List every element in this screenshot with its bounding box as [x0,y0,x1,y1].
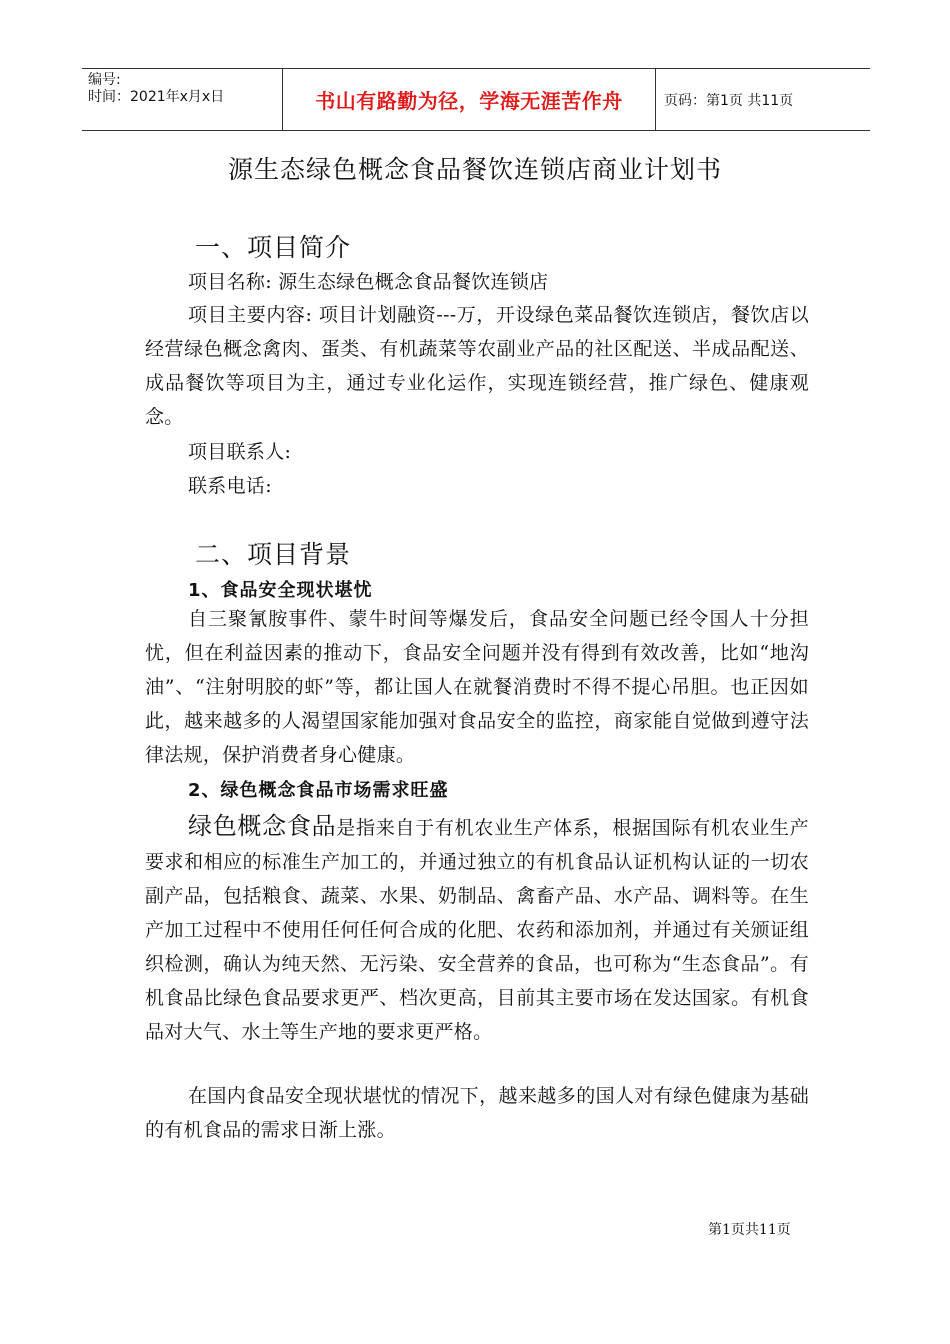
project-name: 项目名称: 源生态绿色概念食品餐饮连锁店 [188,271,549,293]
header-table [82,68,870,131]
header-page-label: 页码：第1页 共11页 [664,92,794,109]
header-time-label: 时间：2021年x月x日 [88,89,225,105]
header-number-label: 编号: [88,72,121,88]
section-1-heading: 一、项目简介 [195,233,352,262]
page-footer: 第1页共11页 [708,1222,791,1238]
document-title: 源生态绿色概念食品餐饮连锁店商业计划书 [227,155,722,184]
background-paragraph-3: 在国内食品安全现状堪忧的情况下，越来越多的国人对有绿色健康为基础的有机食品的需求日渐上涨。 [145,1085,809,1141]
subsection-1-heading: 1、食品安全现状堪忧 [188,580,373,601]
green-food-term: 绿色概念食品 [188,812,337,840]
contact-person: 项目联系人: [188,441,292,463]
section-2-heading: 二、项目背景 [195,540,352,569]
header-left-cell [82,69,282,130]
background-paragraph-2 [145,809,809,1049]
contact-phone: 联系电话: [188,475,272,497]
project-main-content: 项目主要内容: 项目计划融资---万，开设绿色菜品餐饮连锁店，餐饮店以经营绿色概念禽肉、蛋类、有机蔬菜等农副业产品的社区配送、半成品配送、成品餐饮等项目为主，通过专业化运作，实现连锁经营，推广绿色、健康观念。 [145,304,809,428]
subsection-2-heading: 2、绿色概念食品市场需求旺盛 [188,780,449,801]
green-food-definition: 是指来自于有机农业生产体系，根据国际有机农业生产要求和相应的标准生产加工的，并通过独立的有机食品认证机构认证的一切农副产品，包括粮食、蔬菜、水果、奶制品、禽畜产品、水产品、调料等。在生产加工过程中不使用任何任何合成的化肥、农药和添加剂，并通过有关颁证组织检测，确认为纯天然、无污染、安全营养的食品，也可称为“生态食品”。有机食品比绿色食品要求更严、档次更高，目前其主要市场在发达国家。有机食品对大气、水土等生产地的要求更严格。 [145,817,809,1043]
header-motto: 书山有路勤为径，学海无涯苦作舟 [282,69,656,130]
background-paragraph-1: 自三聚氰胺事件、蒙牛时间等爆发后，食品安全问题已经令国人十分担忧，但在利益因素的推动下，食品安全问题并没有得到有效改善，比如“地沟油”、“注射明胶的虾”等，都让国人在就餐消费时不得不提心吊胆。也正因如此，越来越多的人渴望国家能加强对食品安全的监控，商家能自觉做到遵守法律法规，保护消费者身心健康。 [145,608,809,766]
